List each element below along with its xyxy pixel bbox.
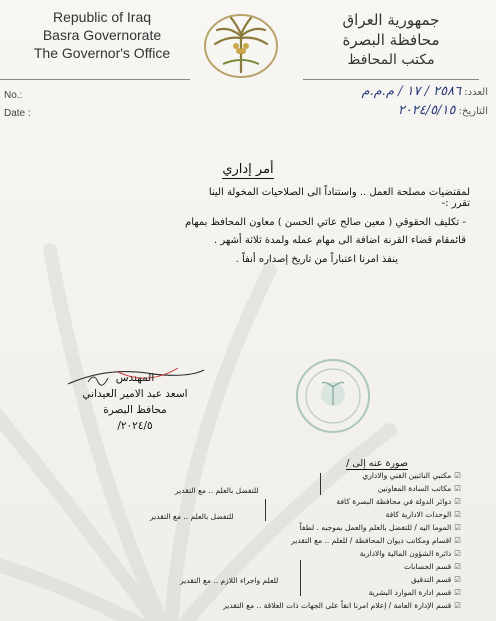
cc-item-8: ☑قسم الحسابات bbox=[403, 562, 461, 571]
signature-name: اسعد عبد الامير العيداني bbox=[82, 388, 188, 400]
date-value: ٢٠٢٤/٥/١٥ bbox=[397, 103, 456, 118]
cc-brace-label-2: للتفضل بالعلم .. مع التقدير bbox=[150, 512, 234, 521]
signature-block bbox=[60, 370, 210, 434]
cc-item-2: ☑مكاتب السادة المعاونين bbox=[377, 484, 461, 493]
cc-item-6: ☑اقسام ومكاتب ديوان المحافظة / للعلم .. مع التقدير bbox=[291, 536, 461, 545]
check-icon: ☑ bbox=[454, 510, 461, 519]
cc-brace-2 bbox=[265, 499, 266, 521]
check-icon: ☑ bbox=[454, 575, 461, 584]
check-icon: ☑ bbox=[454, 523, 461, 532]
signature-title: المهندس bbox=[115, 372, 155, 384]
check-icon: ☑ bbox=[454, 497, 461, 506]
check-icon: ☑ bbox=[454, 562, 461, 571]
body-line-1: لمقتضيات مصلحة العمل .. واستناداً الى الصلاحيات المخولة الينا تقرر :- bbox=[208, 187, 470, 209]
check-icon: ☑ bbox=[454, 588, 461, 597]
header-arabic bbox=[316, 10, 466, 70]
date-label: Date : bbox=[4, 108, 31, 119]
official-stamp bbox=[294, 357, 372, 435]
signature-position: محافظ البصرة bbox=[103, 404, 167, 416]
header-en-line-2: Basra Governorate bbox=[42, 27, 162, 43]
cc-brace-1 bbox=[320, 473, 321, 495]
header-divider-left bbox=[0, 79, 190, 80]
date-label-ar: التاريخ: bbox=[458, 106, 488, 117]
cc-item-3: ☑دوائر الدولة في محافظة البصرة كافة bbox=[336, 497, 461, 506]
cc-item-7: ☑دائرة الشؤون المالية والادارية bbox=[359, 549, 461, 558]
check-icon: ☑ bbox=[454, 484, 461, 493]
cc-title bbox=[346, 458, 408, 469]
cc-item-11: ☑قسم الإدارة العامة / إعلام امرنا انفاً على الجهات ذات العلاقة .. مع التقدير bbox=[223, 601, 461, 610]
cc-brace-label-1: للتفضل بالعلم .. مع التقدير bbox=[175, 486, 259, 495]
cc-brace-label-3: للعلم واجراء اللازم .. مع التقدير bbox=[180, 576, 279, 585]
meta-arabic bbox=[361, 83, 488, 121]
check-icon: ☑ bbox=[454, 471, 461, 480]
body-line-2: - تكليف الحقوقي ( معين صالح عاتي الحسن ) معاون المحافظ بمهام قائمقام قضاء القرنة اضافة الى مهام عمله ولمدة ثلاثة أشهر . bbox=[185, 217, 466, 246]
cc-item-4: ☑الوحدات الادارية كافة bbox=[385, 510, 461, 519]
no-label: No.: bbox=[4, 90, 23, 101]
header-ar-line-2: محافظة البصرة bbox=[342, 31, 440, 49]
document-title bbox=[0, 162, 496, 177]
header-divider-right bbox=[303, 79, 479, 80]
number-label-ar: العدد: bbox=[464, 87, 488, 98]
signature-date: ٢٠٢٤/٥/ bbox=[117, 420, 153, 432]
check-icon: ☑ bbox=[454, 601, 461, 610]
cc-item-10: ☑قسم ادارة الموارد البشرية bbox=[368, 588, 461, 597]
header-english bbox=[22, 8, 182, 62]
cc-item-1: ☑مكتبي النائبين الفني والاداري bbox=[362, 471, 461, 480]
cc-brace-3 bbox=[300, 560, 301, 596]
title-text: أمر إداري bbox=[222, 162, 274, 177]
header-ar-line-3: مكتب المحافظ bbox=[347, 52, 435, 68]
check-icon: ☑ bbox=[454, 549, 461, 558]
number-value: ٢٥٨٦ / ١٧ / م.م.م bbox=[361, 84, 462, 99]
iraq-emblem-logo bbox=[203, 12, 279, 78]
cc-item-9: ☑قسم التدقيق bbox=[410, 575, 461, 584]
cc-title-text: صورة عنه إلى / bbox=[346, 458, 408, 469]
header-en-line-3: The Governor's Office bbox=[33, 45, 171, 61]
cc-item-5: ☑الموما اليه / للتفضل بالعلم والعمل بموجبه . لطفاً bbox=[299, 523, 461, 532]
header-ar-line-1: جمهورية العراق bbox=[342, 11, 440, 29]
check-icon: ☑ bbox=[454, 536, 461, 545]
meta-english bbox=[4, 87, 31, 123]
body-line-3: ينفذ امرنا اعتباراً من تاريخ إصداره أنفاً . bbox=[235, 254, 398, 265]
header-en-line-1: Republic of Iraq bbox=[52, 9, 152, 25]
